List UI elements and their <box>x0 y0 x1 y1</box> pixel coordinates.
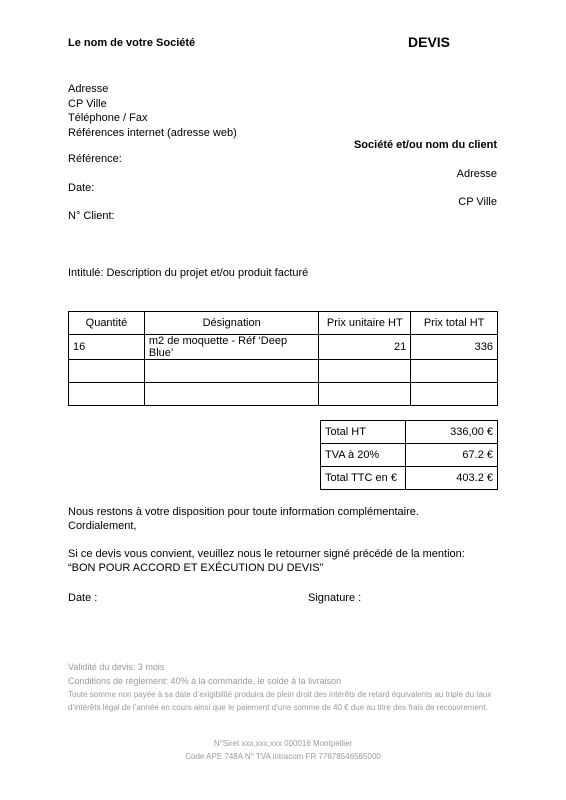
closing-greeting: Cordialement, <box>68 520 137 532</box>
table-row <box>69 360 498 383</box>
cell-total-price <box>411 360 498 383</box>
total-ttc-value: 403.2 € <box>406 467 498 490</box>
cell-unit-price <box>319 360 411 383</box>
sender-city-line: CP Ville <box>68 97 107 110</box>
total-ht-value: 336,00 € <box>406 421 498 444</box>
siret-line: N°Siret xxx,xxx,xxx 000016 Montpellier <box>213 739 353 748</box>
signature-label: Signature : <box>308 592 362 604</box>
company-name: Le nom de votre Société <box>68 37 196 49</box>
validity-text: Validité du devis: 3 mois <box>68 662 165 672</box>
col-quantity-header: Quantité <box>69 312 145 335</box>
vat-value: 67.2 € <box>406 444 498 467</box>
late-payment-terms: Toute somme non payée à sa date d’exigibilité produira de plein droit des intérêts de retard équivalents au triple du taux d’intérêts légal de l’année en cours ainsi que le paiement d’une somme de 40 € due au titre des frais de recouvrement. <box>68 690 492 712</box>
payment-terms: Conditions de règlement: 40% à la commande, le solde à la livraison <box>68 676 342 686</box>
table-header-row <box>69 312 498 335</box>
cell-unit-price <box>319 383 411 406</box>
legal-footer <box>0 737 566 763</box>
col-unit-price-header: Prix unitaire HT <box>319 312 411 335</box>
closing-line: Nous restons à votre disposition pour toute information complémentaire. <box>68 506 419 518</box>
date-label: Date: <box>68 182 95 194</box>
client-city: CP Ville <box>458 196 497 208</box>
reference-label: Référence: <box>68 153 122 165</box>
client-number-label: N° Client: <box>68 210 115 222</box>
totals-table <box>320 420 498 490</box>
cell-total-price: 336 <box>411 335 498 360</box>
cell-quantity <box>69 383 145 406</box>
quote-subject: Intitulé: Description du projet et/ou produit facturé <box>68 267 309 279</box>
client-address: Adresse <box>456 168 497 180</box>
cell-designation <box>144 383 319 406</box>
mention-instruction: Si ce devis vous convient, veuillez nous le retourner signé précédé de la mention: <box>68 548 465 560</box>
cell-unit-price: 21 <box>319 335 411 360</box>
sender-address-line: Adresse <box>68 83 109 95</box>
table-row <box>69 383 498 406</box>
mention-text: “BON POUR ACCORD ET EXÉCUTION DU DEVIS” <box>68 562 324 574</box>
cell-quantity: 16 <box>69 335 145 360</box>
vat-number-line: Code APE 748A N° TVA intracom FR 77678546565000 <box>185 752 381 761</box>
table-row <box>69 335 498 360</box>
approval-mention <box>68 547 465 575</box>
document-title: DEVIS <box>408 34 451 50</box>
col-total-price-header: Prix total HT <box>411 312 498 335</box>
closing-paragraph <box>68 505 419 533</box>
sender-phone-line: Téléphone / Fax <box>68 112 148 124</box>
terms-and-conditions <box>68 660 498 714</box>
totals-row-ht <box>321 421 498 444</box>
sender-web-line: Références internet (adresse web) <box>68 126 237 139</box>
cell-total-price <box>411 383 498 406</box>
cell-designation: m2 de moquette - Réf ‘Deep Blue’ <box>144 335 319 360</box>
client-name: Société et/ou nom du client <box>353 139 497 151</box>
cell-designation <box>144 360 319 383</box>
totals-row-ttc <box>321 467 498 490</box>
sign-date-label: Date : <box>68 592 98 604</box>
items-table <box>68 311 498 406</box>
vat-label: TVA à 20% <box>321 444 406 467</box>
cell-quantity <box>69 360 145 383</box>
sender-address <box>68 82 237 140</box>
col-designation-header: Désignation <box>144 312 319 335</box>
total-ttc-label: Total TTC en € <box>321 467 406 490</box>
totals-row-vat <box>321 444 498 467</box>
total-ht-label: Total HT <box>321 421 406 444</box>
